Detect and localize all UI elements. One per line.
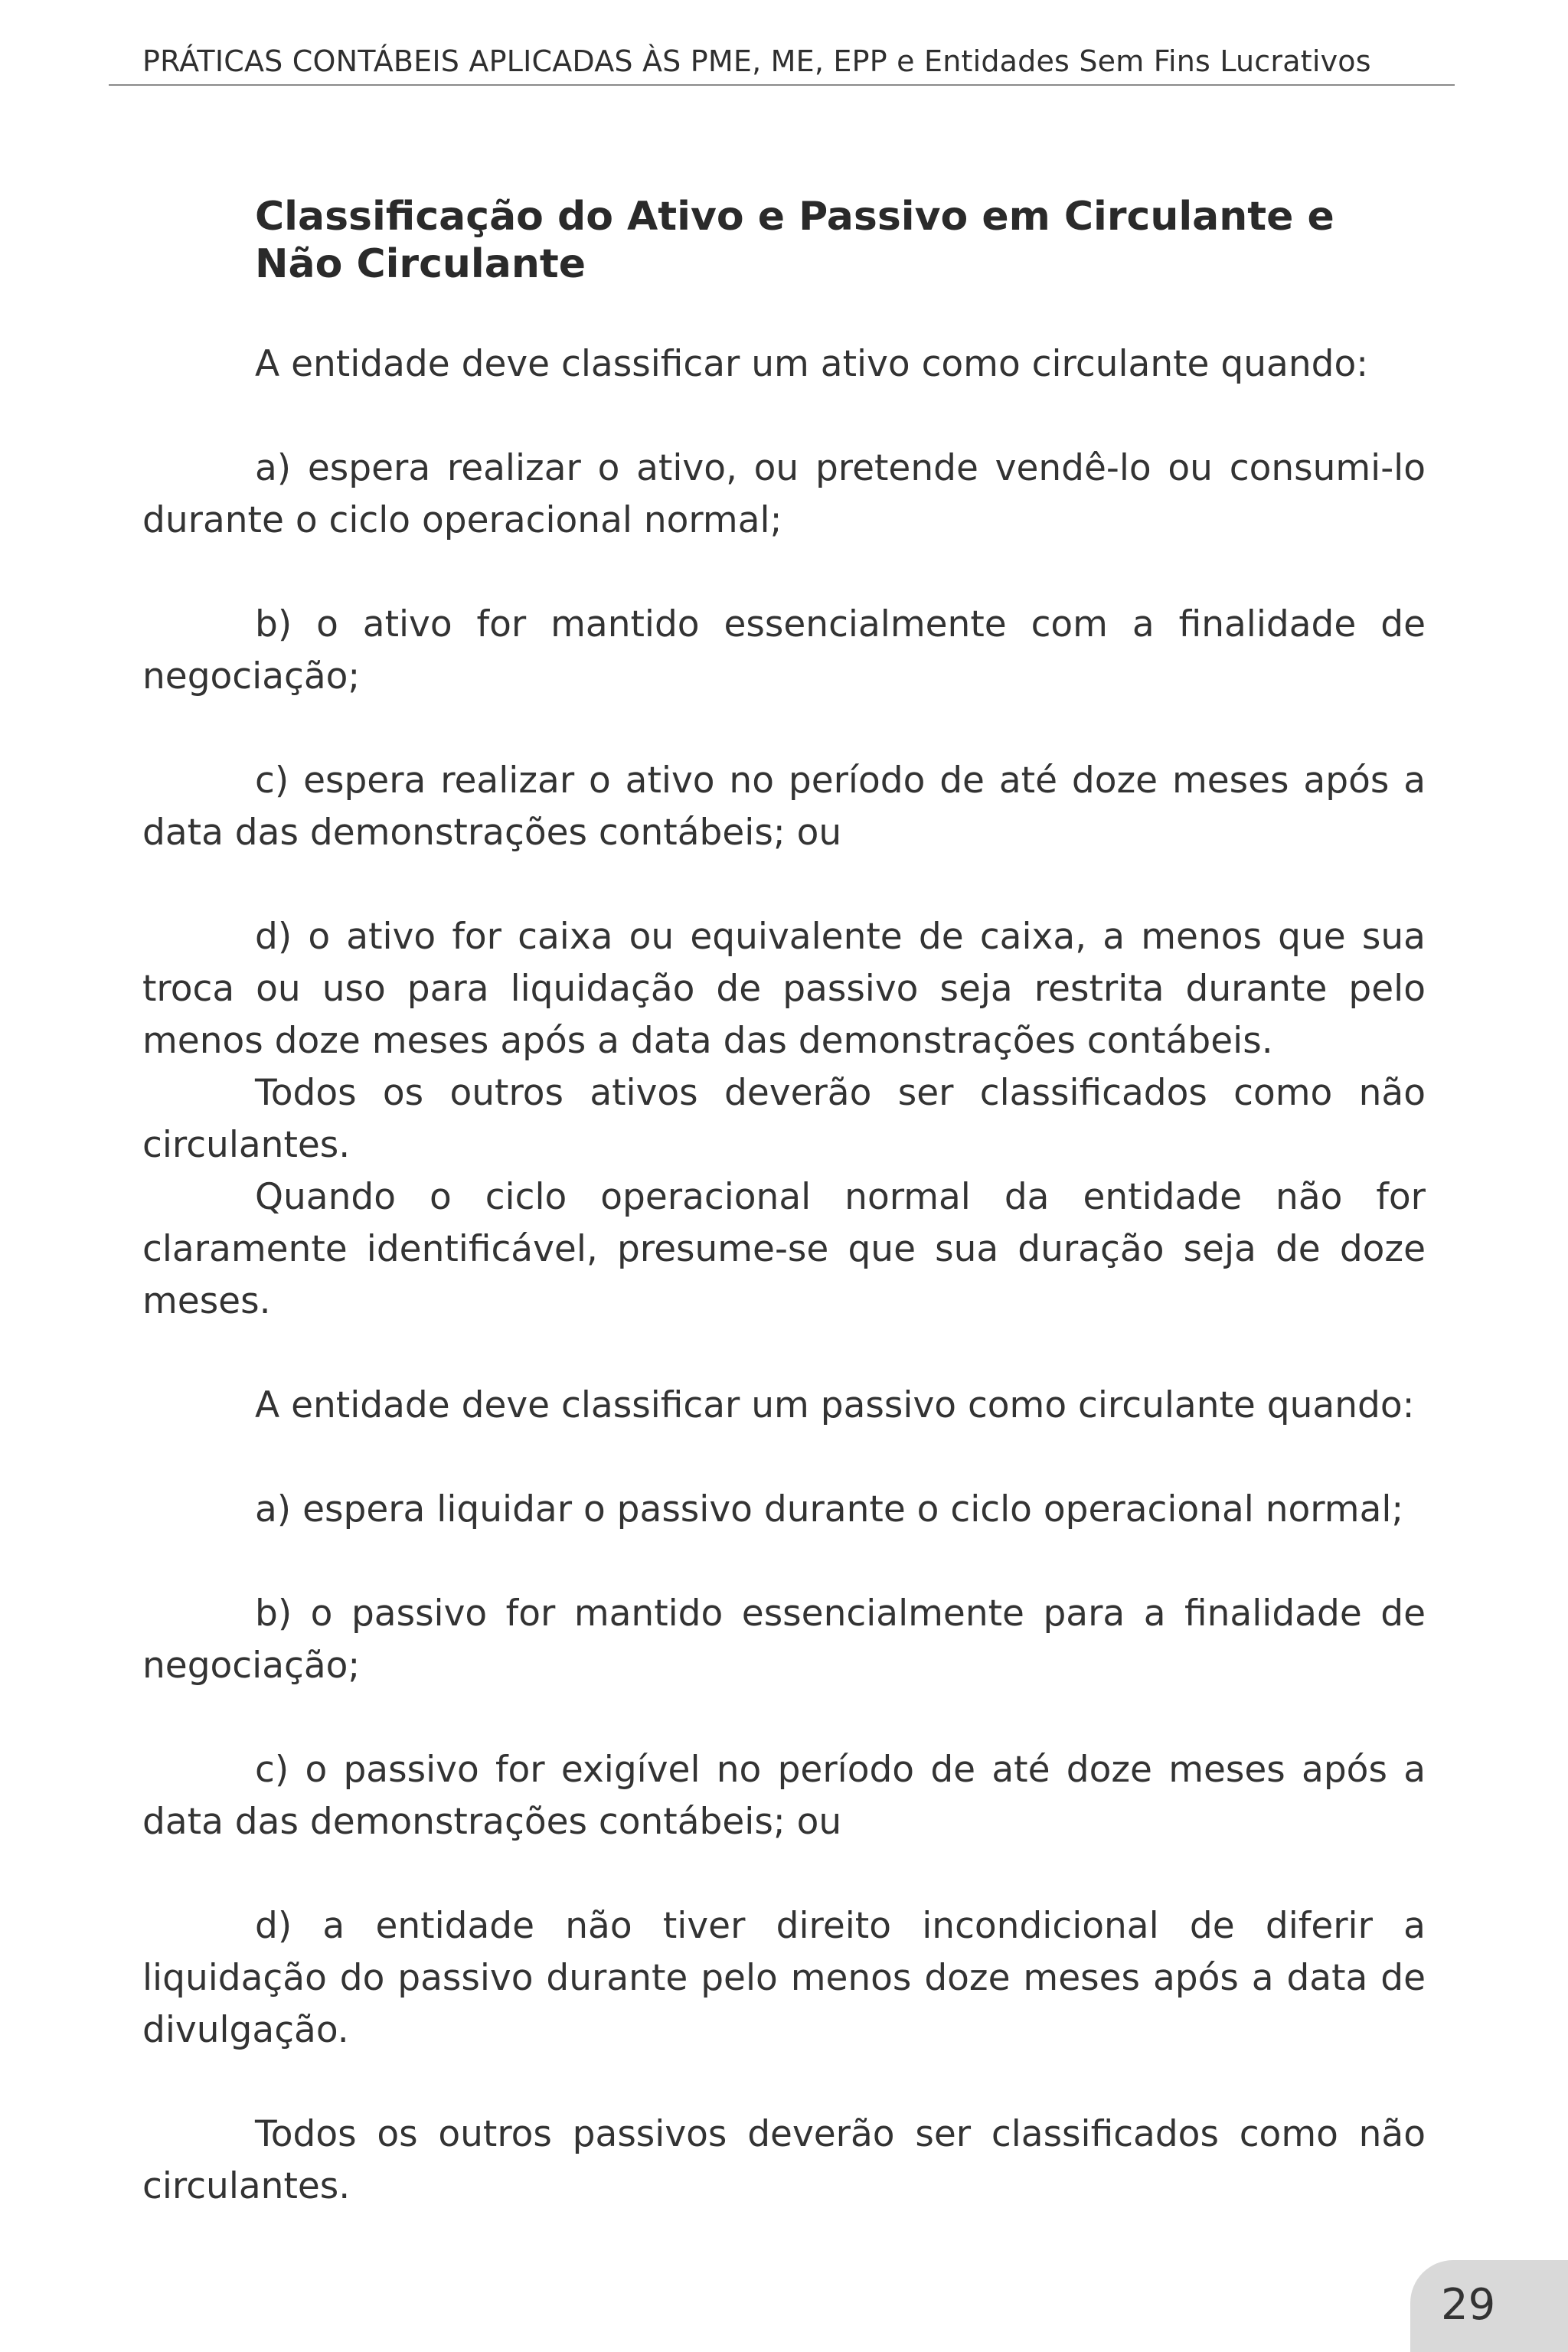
- paragraph-gap: [142, 1432, 1426, 1484]
- paragraph-liability-item-b: b) o passivo for mantido essencialmente para a finalidade de negociação;: [142, 1592, 1426, 1687]
- paragraph-gap: [142, 1328, 1426, 1380]
- paragraph-liability-item-c: c) o passivo for exigível no período de até doze meses após a data das demonstrações contábeis; ou: [142, 1749, 1426, 1843]
- paragraph-liability-item-d: d) a entidade não tiver direito incondicional de diferir a liquidação do passivo durante pelo menos doze meses após a data de divulgação.: [142, 1905, 1426, 2051]
- header-divider: [109, 84, 1455, 86]
- paragraph-gap: [142, 1692, 1426, 1744]
- running-header: PRÁTICAS CONTÁBEIS APLICADAS ÀS PME, ME, EPP e Entidades Sem Fins Lucrativos: [142, 44, 1371, 78]
- paragraph-asset-intro: A entidade deve classificar um ativo como circulante quando:: [255, 343, 1369, 385]
- page-number: 29: [1441, 2280, 1496, 2330]
- paragraph-gap: [142, 1848, 1426, 1900]
- paragraph-liability-item-a: a) espera liquidar o passivo durante o ciclo operacional normal;: [255, 1488, 1404, 1530]
- paragraph-gap: [142, 703, 1426, 755]
- paragraph-operating-cycle: Quando o ciclo operacional normal da entidade não for claramente identificável, presume-se que sua duração seja de doze meses.: [142, 1176, 1426, 1322]
- paragraph-asset-item-b: b) o ativo for mantido essencialmente com a finalidade de negociação;: [142, 603, 1426, 697]
- paragraph-other-assets: Todos os outros ativos deverão ser classificados como não circulantes.: [142, 1072, 1426, 1166]
- paragraph-gap: [142, 859, 1426, 911]
- paragraph-liability-intro: A entidade deve classificar um passivo como circulante quando:: [255, 1384, 1415, 1426]
- page-content: [142, 193, 1426, 2213]
- page-number-tab: [1410, 2260, 1568, 2352]
- paragraph-asset-item-c: c) espera realizar o ativo no período de até doze meses após a data das demonstrações contábeis; ou: [142, 760, 1426, 854]
- paragraph-asset-item-a: a) espera realizar o ativo, ou pretende vendê-lo ou consumi-lo durante o ciclo operacional normal;: [142, 447, 1426, 541]
- section-heading: Classificação do Ativo e Passivo em Circulante e Não Circulante: [255, 194, 1334, 287]
- paragraph-gap: [142, 2056, 1426, 2109]
- paragraph-other-liabilities: Todos os outros passivos deverão ser classificados como não circulantes.: [142, 2113, 1426, 2207]
- paragraph-gap: [142, 547, 1426, 599]
- paragraph-asset-item-d: d) o ativo for caixa ou equivalente de caixa, a menos que sua troca ou uso para liquidação de passivo seja restrita durante pelo menos doze meses após a data das demonstrações contábeis.: [142, 916, 1426, 1062]
- paragraph-gap: [142, 1536, 1426, 1588]
- paragraph-gap: [142, 390, 1426, 443]
